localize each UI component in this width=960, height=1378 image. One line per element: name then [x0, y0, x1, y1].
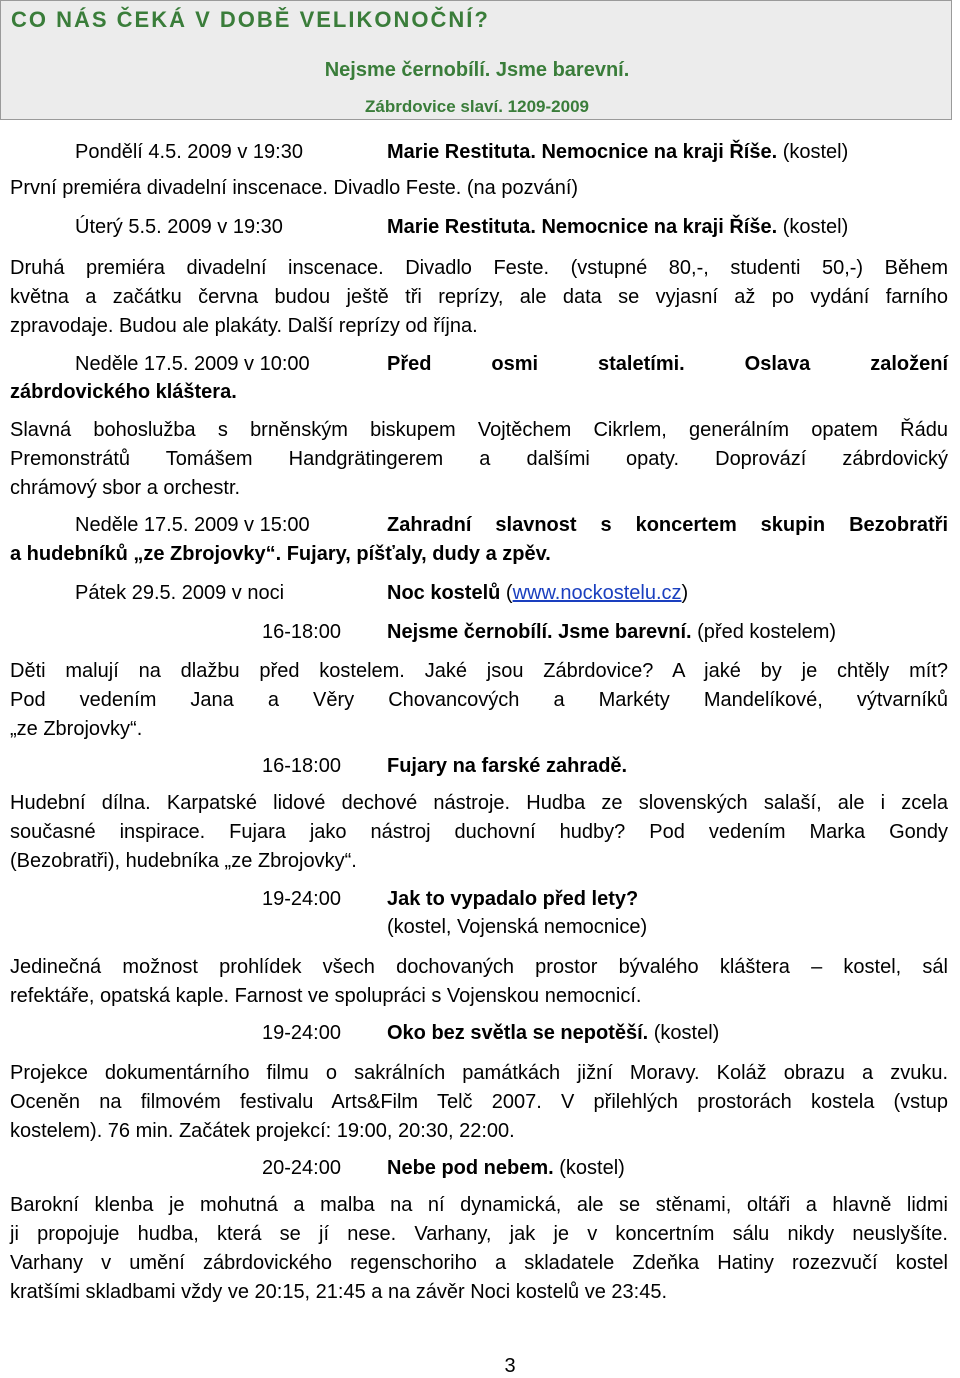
- event-paren: (: [500, 582, 513, 604]
- paragraph: [10, 789, 948, 876]
- paragraph-line: Projekce dokumentárního filmu o sakrálních památkách jižní Moravy. Koláž obrazu a zvuku.: [10, 1062, 948, 1084]
- paragraph-line: Druhá premiéra divadelní inscenace. Divadlo Feste. (vstupné 80,-, studenti 50,-) Během: [10, 257, 948, 279]
- paragraph-line: kostelem). 76 min. Začátek projekcí: 19:00, 20:30, 22:00.: [10, 1120, 515, 1142]
- event-row: [0, 579, 960, 608]
- paragraph: [10, 174, 948, 203]
- paragraph-line: (Bezobratři), hudebníka „ze Zbrojovky“.: [10, 850, 357, 872]
- event-title-continuation: [0, 378, 960, 407]
- event-title: [387, 138, 848, 167]
- event-date: Pátek 29.5. 2009 v noci: [75, 582, 285, 604]
- event-row: [0, 138, 960, 167]
- event-location: (kostel, Vojenská nemocnice): [387, 916, 648, 938]
- event-row: [0, 885, 960, 914]
- paragraph: [10, 1059, 948, 1146]
- event-location: (kostel): [777, 216, 849, 238]
- event-time: 16-18:00: [262, 621, 341, 643]
- event-title-bold: Zahradní slavnost s koncertem skupin Bezobratři: [387, 514, 948, 536]
- paragraph-line: Děti malují na dlažbu před kostelem. Jaké jsou Zábrdovice? A jaké by je chtěly mít?: [10, 660, 948, 682]
- event-title: [387, 1154, 625, 1183]
- event-title-bold: Nebe pod nebem.: [387, 1157, 554, 1179]
- event-title-bold: Nejsme černobílí. Jsme barevní.: [387, 621, 692, 643]
- header-subtitle: Zábrdovice slaví. 1209-2009: [365, 97, 589, 116]
- event-date: Neděle 17.5. 2009 v 10:00: [75, 353, 310, 375]
- event-location: (kostel): [553, 1157, 625, 1179]
- event-title: [387, 618, 836, 647]
- header-box: [0, 0, 952, 120]
- paragraph: [10, 953, 948, 1011]
- paragraph: [10, 254, 948, 341]
- paragraph-line: Hudební dílna. Karpatské lidové dechové nástroje. Hudba ze slovenských salaší, ale i zcela: [10, 792, 948, 814]
- event-time: 19-24:00: [262, 888, 341, 910]
- paragraph-line: První premiéra divadelní inscenace. Divadlo Feste. (na pozvání): [10, 177, 579, 199]
- event-title-bold: Fujary na farské zahradě.: [387, 755, 628, 777]
- paragraph-line: chrámový sbor a orchestr.: [10, 477, 241, 499]
- event-location: (kostel): [777, 141, 849, 163]
- header-slogan: Nejsme černobílí. Jsme barevní.: [324, 59, 630, 81]
- event-time: 19-24:00: [262, 1022, 341, 1044]
- paragraph-line: zpravodaje. Budou ale plakáty. Další reprízy od října.: [10, 315, 478, 337]
- paragraph-line: Premonstrátů Tomášem Handgrätingerem a dalšími opaty. Doprovází zábrdovický: [10, 448, 948, 470]
- event-location: (kostel): [648, 1022, 720, 1044]
- event-row: [0, 1154, 960, 1183]
- paragraph-line: Slavná bohoslužba s brněnským biskupem Vojtěchem Cikrlem, generálním opatem Řádu: [10, 419, 948, 441]
- event-date: Pondělí 4.5. 2009 v 19:30: [75, 141, 303, 163]
- paragraph: [10, 1191, 948, 1307]
- event-time: 20-24:00: [262, 1157, 341, 1179]
- event-title: [387, 213, 848, 242]
- paragraph-line: Oceněn na filmovém festivalu Arts&Film Telč 2007. V přilehlých prostorách kostela (vstup: [10, 1091, 948, 1113]
- event-title-continuation: [0, 540, 960, 569]
- paragraph-line: Varhany v umění zábrdovického regenschoriho a skladatele Zdeňka Hatiny rozezvučí kostel: [10, 1252, 948, 1274]
- event-title-bold: Jak to vypadalo před lety?: [387, 888, 639, 910]
- paragraph-line: Jedinečná možnost prohlídek všech dochovaných prostor bývalého kláštera – kostel, sál: [10, 956, 948, 978]
- nockostelu-link[interactable]: www.nockostelu.cz: [512, 582, 682, 604]
- paragraph-line: kratšími skladbami vždy ve 20:15, 21:45 a na závěr Noci kostelů ve 23:45.: [10, 1281, 668, 1303]
- paragraph: [10, 416, 948, 503]
- event-time: 16-18:00: [262, 755, 341, 777]
- paragraph: [10, 657, 948, 744]
- paragraph-line: ji propojuje hudba, která se jí nese. Varhany, jak je v koncertním sálu nikdy neuslyšíte.: [10, 1223, 948, 1245]
- event-row: [0, 1019, 960, 1048]
- event-title: [387, 579, 688, 608]
- event-row: [0, 213, 960, 242]
- event-row: [0, 350, 960, 379]
- paragraph-line: refektáře, opatská kaple. Farnost ve spolupráci s Vojenskou nemocnicí.: [10, 985, 642, 1007]
- event-row-second-line: [0, 913, 960, 942]
- event-row: [0, 511, 960, 540]
- event-title-bold: Marie Restituta. Nemocnice na kraji Říše.: [387, 216, 778, 238]
- event-row: [0, 752, 960, 781]
- paragraph-line: Pod vedením Jana a Věry Chovancových a Markéty Mandelíkové, výtvarníků: [10, 689, 948, 711]
- event-title-bold: Marie Restituta. Nemocnice na kraji Říše.: [387, 141, 778, 163]
- event-location: (před kostelem): [691, 621, 837, 643]
- page-title: CO NÁS ČEKÁ V DOBĚ VELIKONOČNÍ?: [11, 7, 490, 32]
- paragraph-line: Barokní klenba je mohutná a malba na ní dynamická, ale se stěnami, oltáři a hlavně lidmi: [10, 1194, 948, 1216]
- event-title: [387, 1019, 719, 1048]
- event-title-bold: Před osmi staletími. Oslava založení: [387, 353, 948, 375]
- event-date: Neděle 17.5. 2009 v 15:00: [75, 514, 310, 536]
- paragraph-line: „ze Zbrojovky“.: [10, 718, 143, 740]
- event-row: [0, 618, 960, 647]
- event-title-bold: Noc kostelů: [387, 582, 501, 604]
- event-title-continuation-text: a hudebníků „ze Zbrojovky“. Fujary, píšťaly, dudy a zpěv.: [10, 543, 551, 565]
- event-title-continuation-text: zábrdovického kláštera.: [10, 381, 237, 403]
- paragraph-line: května a začátku června budou ještě tři reprízy, ale data se vyjasní až po vydání farního: [10, 286, 948, 308]
- paragraph-line: současné inspirace. Fujara jako nástroj duchovní hudby? Pod vedením Marka Gondy: [10, 821, 948, 843]
- event-title-bold: Oko bez světla se nepotěší.: [387, 1022, 649, 1044]
- event-date: Úterý 5.5. 2009 v 19:30: [75, 216, 283, 238]
- page-number: 3: [504, 1355, 516, 1377]
- event-paren: ): [681, 582, 689, 604]
